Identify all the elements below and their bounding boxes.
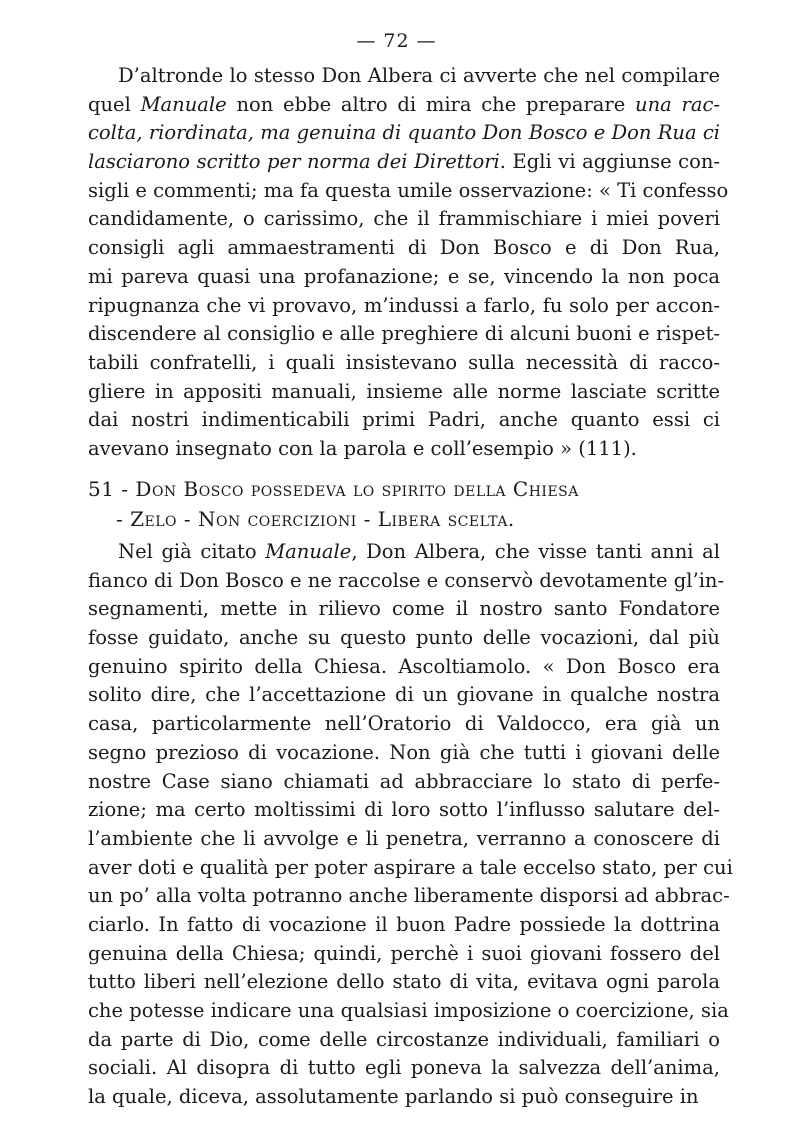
text-run: discendere al consiglio e alle preghiere di alcuni buoni e rispet- xyxy=(88,322,720,346)
text-run: sociali. Al disopra di tutto egli poneva la salvezza dell’anima, xyxy=(88,1056,720,1080)
text-line xyxy=(88,263,720,292)
text-run: casa, particolarmente nell’Oratorio di Valdocco, era già un xyxy=(88,712,720,736)
text-line xyxy=(88,91,720,120)
text-line xyxy=(88,595,720,624)
text-run: ripugnanza che vi provavo, m’indussi a farlo, fu solo per accon- xyxy=(88,293,720,317)
section-heading xyxy=(88,474,720,534)
text-line xyxy=(88,406,720,435)
text-line xyxy=(88,825,720,854)
text-run: genuino spirito della Chiesa. Ascoltiamolo. « Don Bosco era xyxy=(88,654,720,678)
text-run: da parte di Dio, come delle circostanze individuali, familiari o xyxy=(88,1027,720,1051)
text-run: genuina della Chiesa; quindi, perchè i suoi giovani fossero del xyxy=(88,941,720,965)
text-line xyxy=(88,567,725,596)
text-line xyxy=(88,681,720,710)
text-run: fianco di Don Bosco e ne raccolse e conservò devotamente gl’in- xyxy=(88,568,725,592)
text-line xyxy=(88,177,729,206)
section-heading-line-1: 51 - Don Bosco possedeva lo spirito della Chiesa xyxy=(88,477,579,501)
text-run: zione; ma certo moltissimi di loro sotto l’influsso salutare del- xyxy=(88,798,720,822)
italic-text: Manuale xyxy=(140,92,227,116)
text-run: non ebbe altro di mira che preparare xyxy=(226,92,636,116)
text-run: nostre Case siano chiamati ad abbracciare lo stato di perfe- xyxy=(88,769,720,793)
text-run: segno prezioso di vocazione. Non già che tutti i giovani delle xyxy=(88,740,720,764)
text-run: ciarlo. In fatto di vocazione il buon Padre possiede la dottrina xyxy=(88,912,720,936)
text-line xyxy=(88,62,720,91)
text-run: D’altronde lo stesso Don Albera ci avverte che nel compilare xyxy=(118,64,720,87)
text-line xyxy=(88,882,730,911)
text-run: solito dire, che l’accettazione di un giovane in qualche nostra xyxy=(88,683,720,707)
paragraph-1 xyxy=(88,62,729,464)
text-run: segnamenti, mette in rilievo come il nostro santo Fondatore xyxy=(88,597,720,621)
text-line xyxy=(88,796,720,825)
text-run: sigli e commenti; ma fa questa umile osservazione: « Ti confesso xyxy=(88,178,729,202)
text-run: dai nostri indimenticabili primi Padri, anche quanto essi ci xyxy=(88,408,720,432)
text-run: consigli agli ammaestramenti di Don Bosco e di Don Rua, xyxy=(88,236,720,260)
page-number: — 72 — xyxy=(356,30,437,52)
text-line xyxy=(88,968,720,997)
text-line xyxy=(88,349,720,378)
text-line xyxy=(88,997,729,1026)
text-run: , Don Albera, che visse tanti anni al xyxy=(351,540,720,563)
text-run: . Egli vi aggiunse con- xyxy=(499,150,720,174)
text-run: tutto liberi nell’elezione dello stato di vita, evitava ogni parola xyxy=(88,970,720,994)
text-run: fosse guidato, anche su questo punto delle vocazioni, dal più xyxy=(88,626,720,650)
text-run: aver doti e qualità per poter aspirare a tale eccelso stato, per cui xyxy=(88,855,733,879)
text-line xyxy=(88,854,733,883)
italic-text: una rac- xyxy=(635,92,720,116)
text-line xyxy=(88,292,720,321)
text-line xyxy=(88,320,720,349)
text-line xyxy=(88,940,720,969)
text-run: quel xyxy=(88,92,141,116)
text-run: gliere in appositi manuali, insieme alle norme lasciate scritte xyxy=(88,379,720,403)
text-run: un po’ alla volta potranno anche liberamente disporsi ad abbrac- xyxy=(88,884,730,908)
text-run: che potesse indicare una qualsiasi imposizione o coercizione, sia xyxy=(88,999,729,1022)
text-line xyxy=(88,1054,720,1083)
text-line xyxy=(88,119,720,148)
text-line xyxy=(88,1083,720,1112)
italic-text: lasciarono scritto per norma dei Direttori xyxy=(88,150,500,174)
text-line xyxy=(88,1026,720,1055)
text-run: avevano insegnato con la parola e coll’esempio » (111). xyxy=(88,436,637,460)
text-line xyxy=(88,768,720,797)
text-line xyxy=(88,739,720,768)
text-line xyxy=(88,538,720,567)
text-line xyxy=(88,624,720,653)
text-run: mi pareva quasi una profanazione; e se, vincendo la non poca xyxy=(88,264,720,288)
paragraph-2 xyxy=(88,538,733,1112)
text-run: Nel già citato xyxy=(118,540,266,563)
section-heading-line-2: - Zelo - Non coercizioni - Libera scelta. xyxy=(116,507,515,531)
italic-text: colta, riordinata, ma genuina di quanto Don Bosco e Don Rua ci xyxy=(88,121,720,145)
text-line xyxy=(88,435,720,464)
text-line xyxy=(88,378,720,407)
text-line xyxy=(88,911,720,940)
text-line xyxy=(88,653,720,682)
text-run: tabili confratelli, i quali insistevano sulla necessità di racco- xyxy=(88,350,720,374)
text-line xyxy=(88,148,720,177)
text-run: la quale, diceva, assolutamente parlando si può conseguire in xyxy=(88,1085,699,1109)
text-run: l’ambiente che li avvolge e li penetra, verranno a conoscere di xyxy=(88,826,720,850)
italic-text: Manuale xyxy=(265,540,352,563)
text-line xyxy=(88,205,720,234)
text-line xyxy=(88,234,720,263)
text-line xyxy=(88,710,720,739)
text-run: candidamente, o carissimo, che il frammischiare i miei poveri xyxy=(88,207,720,231)
